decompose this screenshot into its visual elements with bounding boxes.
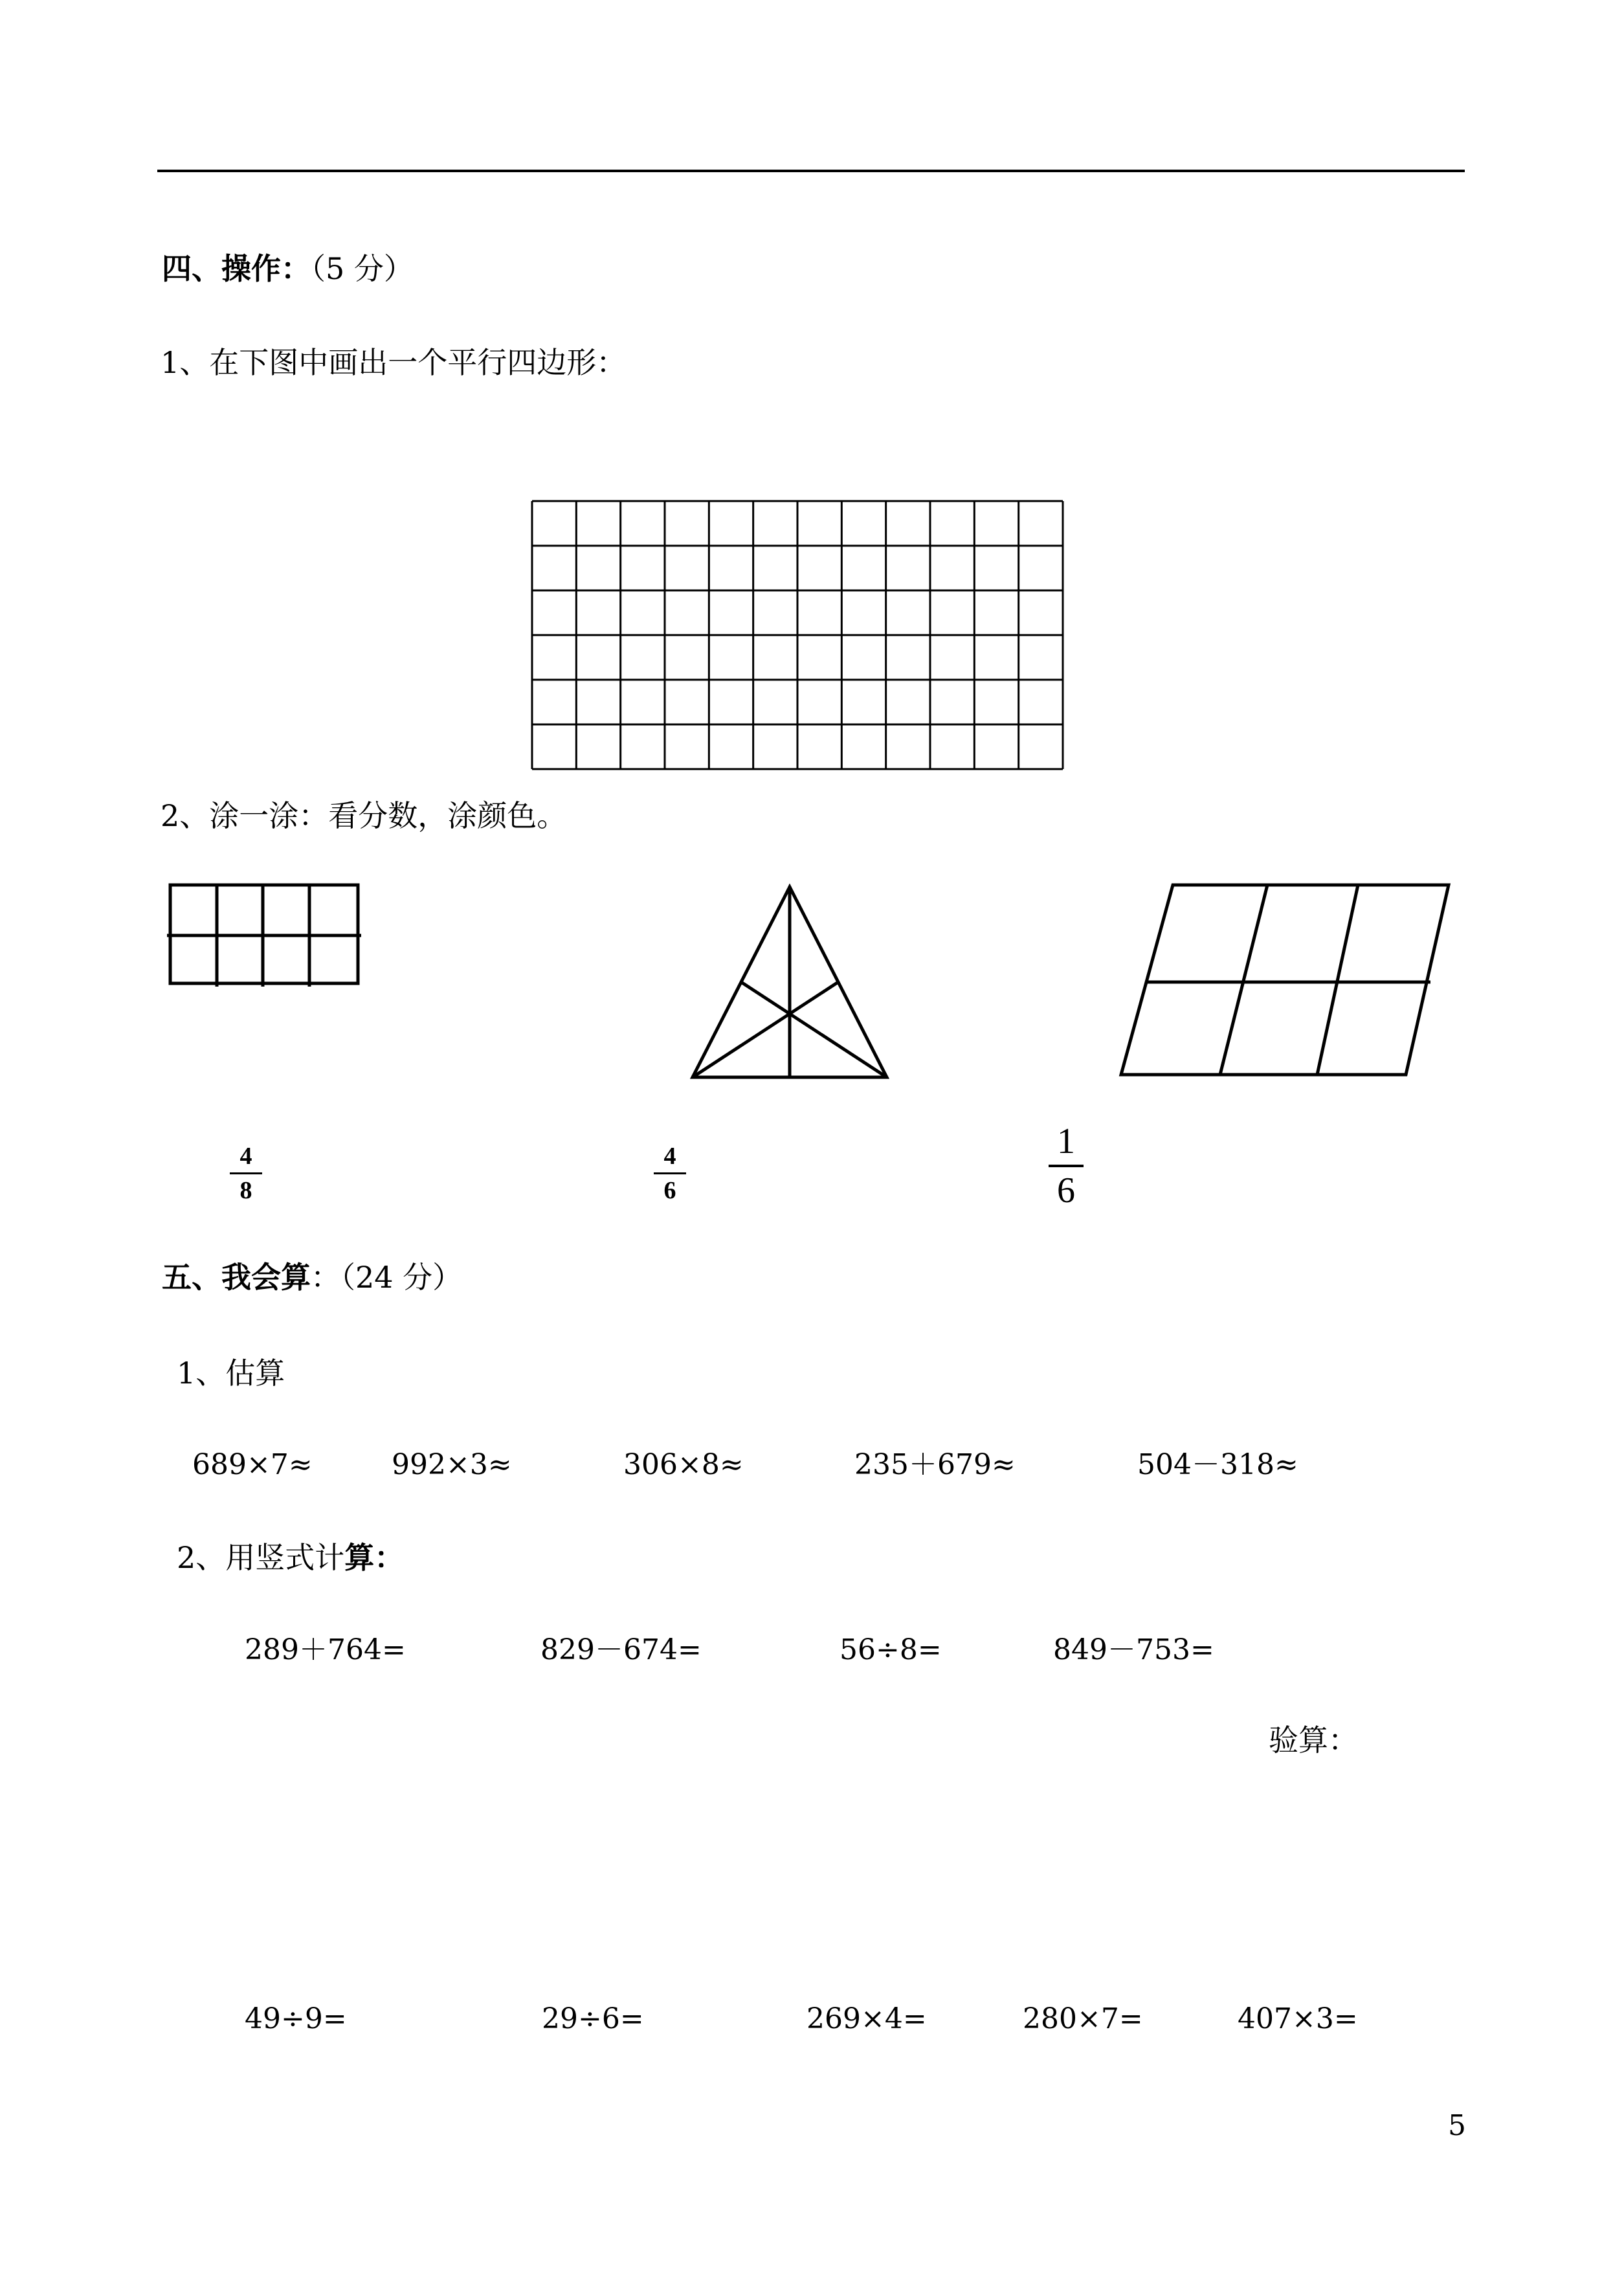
fraction-bar — [654, 1172, 686, 1174]
parallelogram-divider — [1317, 885, 1358, 1075]
question-5-2 — [177, 1540, 405, 1575]
triangle-figure — [686, 882, 893, 1089]
parallelogram-figure — [1113, 877, 1456, 1084]
vertical-calc-item: 280×7= — [1023, 2002, 1143, 2035]
vertical-calc-item: 849－753= — [1053, 1633, 1214, 1666]
fraction-denominator: 6 — [1057, 1170, 1075, 1211]
estimate-item: 504－318≈ — [1137, 1448, 1298, 1481]
question-4-1: 1、在下图中画出一个平行四边形： — [161, 345, 627, 380]
vertical-calc-item: 29÷6= — [542, 2002, 644, 2035]
fraction-numerator: 4 — [239, 1143, 252, 1170]
square-grid — [529, 498, 1065, 772]
fraction-bar — [1049, 1165, 1084, 1167]
check-label: 验算： — [1269, 1723, 1358, 1758]
estimate-item: 235＋679≈ — [854, 1448, 1016, 1481]
section-5-heading — [162, 1260, 463, 1295]
vertical-calc-item: 269×4= — [806, 2002, 927, 2035]
header-rule — [157, 170, 1465, 172]
question-4-2: 2、涂一涂：看分数，涂颜色。 — [161, 798, 567, 833]
estimate-item: 992×3≈ — [392, 1448, 512, 1481]
section-4-title: 四、操作： — [162, 251, 311, 286]
fraction-numerator: 4 — [663, 1143, 676, 1170]
vertical-calc-item: 829－674= — [540, 1633, 702, 1666]
section-4-points: （5 分） — [311, 251, 414, 286]
page-number: 5 — [1448, 2109, 1466, 2142]
question-5-2-label-bold: 算： — [344, 1540, 405, 1575]
estimate-item: 689×7≈ — [192, 1448, 313, 1481]
fraction-denominator: 6 — [663, 1177, 676, 1204]
section-4-heading — [162, 251, 414, 286]
parallelogram-outline — [1121, 885, 1449, 1075]
vertical-calc-item: 407×3= — [1238, 2002, 1358, 2035]
vertical-calc-item: 56÷8= — [840, 1633, 942, 1666]
fraction-4-6 — [654, 1144, 686, 1203]
question-5-1: 1、估算 — [177, 1356, 285, 1391]
fraction-4-8 — [230, 1144, 262, 1203]
rectangle-figure — [167, 882, 368, 992]
parallelogram-divider — [1220, 885, 1267, 1075]
estimate-item: 306×8≈ — [623, 1448, 744, 1481]
vertical-calc-item: 49÷9= — [245, 2002, 347, 2035]
question-5-2-label: 2、用竖式计 — [177, 1540, 345, 1575]
section-5-points: ：（24 分） — [311, 1260, 463, 1295]
fraction-1-6 — [1049, 1123, 1084, 1209]
section-5-title: 五、我会算 — [162, 1260, 311, 1295]
fraction-bar — [230, 1172, 262, 1174]
vertical-calc-item: 289＋764= — [245, 1633, 406, 1666]
fraction-denominator: 8 — [239, 1177, 252, 1204]
fraction-numerator: 1 — [1057, 1121, 1075, 1161]
